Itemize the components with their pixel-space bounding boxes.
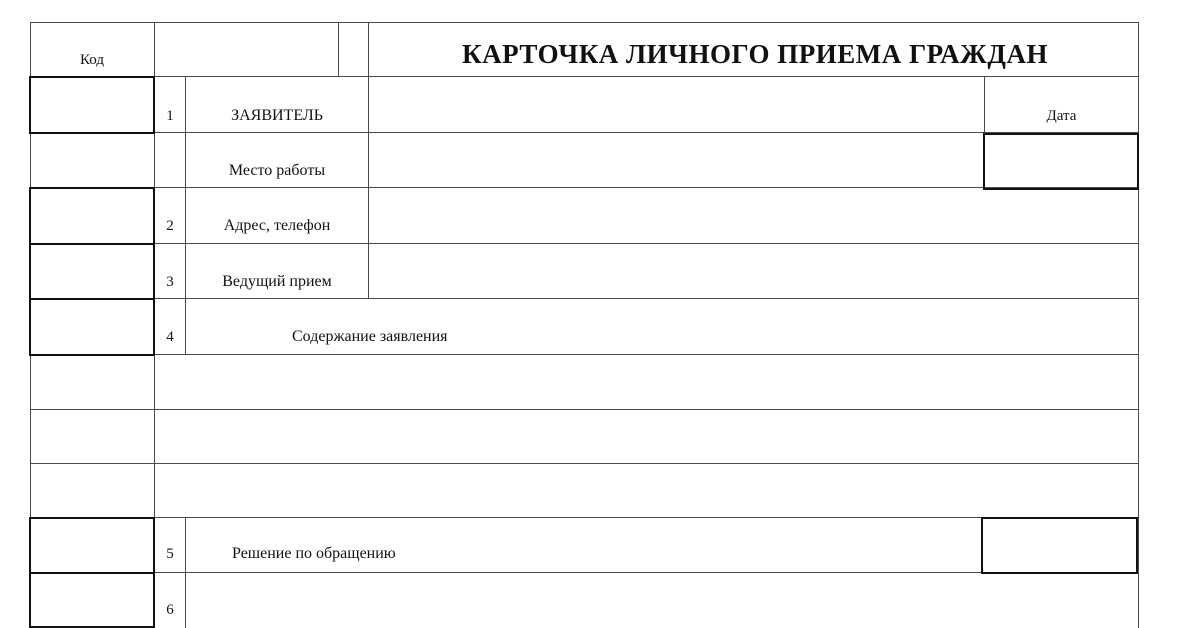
row-number: 6	[166, 602, 174, 618]
rule	[1138, 22, 1139, 628]
workplace-label: Место работы	[228, 162, 326, 179]
code-box-2[interactable]	[29, 187, 155, 245]
statement-content-label: Содержание заявления	[292, 328, 448, 345]
decision-label: Решение по обращению	[232, 545, 396, 562]
form-title: КАРТОЧКА ЛИЧНОГО ПРИЕМА ГРАЖДАН	[462, 39, 1048, 69]
date-label: Дата	[1046, 108, 1077, 124]
code-header-field[interactable]	[155, 23, 338, 76]
date-box[interactable]	[983, 133, 1139, 190]
decision-code-box[interactable]	[981, 517, 1138, 574]
code-box-5[interactable]	[29, 517, 155, 574]
receiving-official-label: Ведущий прием	[222, 273, 332, 290]
row-number: 1	[166, 108, 174, 124]
address-phone-label: Адрес, телефон	[223, 217, 331, 234]
code-box-3[interactable]	[29, 243, 155, 300]
applicant-label: ЗАЯВИТЕЛЬ	[231, 107, 323, 124]
code-box-4[interactable]	[29, 298, 155, 356]
address-phone-field[interactable]	[369, 188, 1138, 243]
row-number: 4	[166, 329, 174, 345]
code-label: Код	[80, 52, 104, 68]
rule	[338, 22, 339, 76]
decision-field[interactable]	[186, 573, 1138, 628]
receiving-official-field[interactable]	[369, 244, 1138, 298]
row-number: 2	[166, 218, 174, 234]
applicant-field[interactable]	[369, 77, 984, 132]
row-number: 3	[166, 274, 174, 290]
rule	[30, 517, 1138, 518]
statement-content-field[interactable]	[155, 355, 1138, 517]
rule	[30, 298, 1138, 299]
row-number: 5	[166, 546, 174, 562]
workplace-field[interactable]	[369, 133, 982, 187]
code-box-6[interactable]	[29, 572, 155, 628]
code-box-1[interactable]	[29, 76, 155, 134]
